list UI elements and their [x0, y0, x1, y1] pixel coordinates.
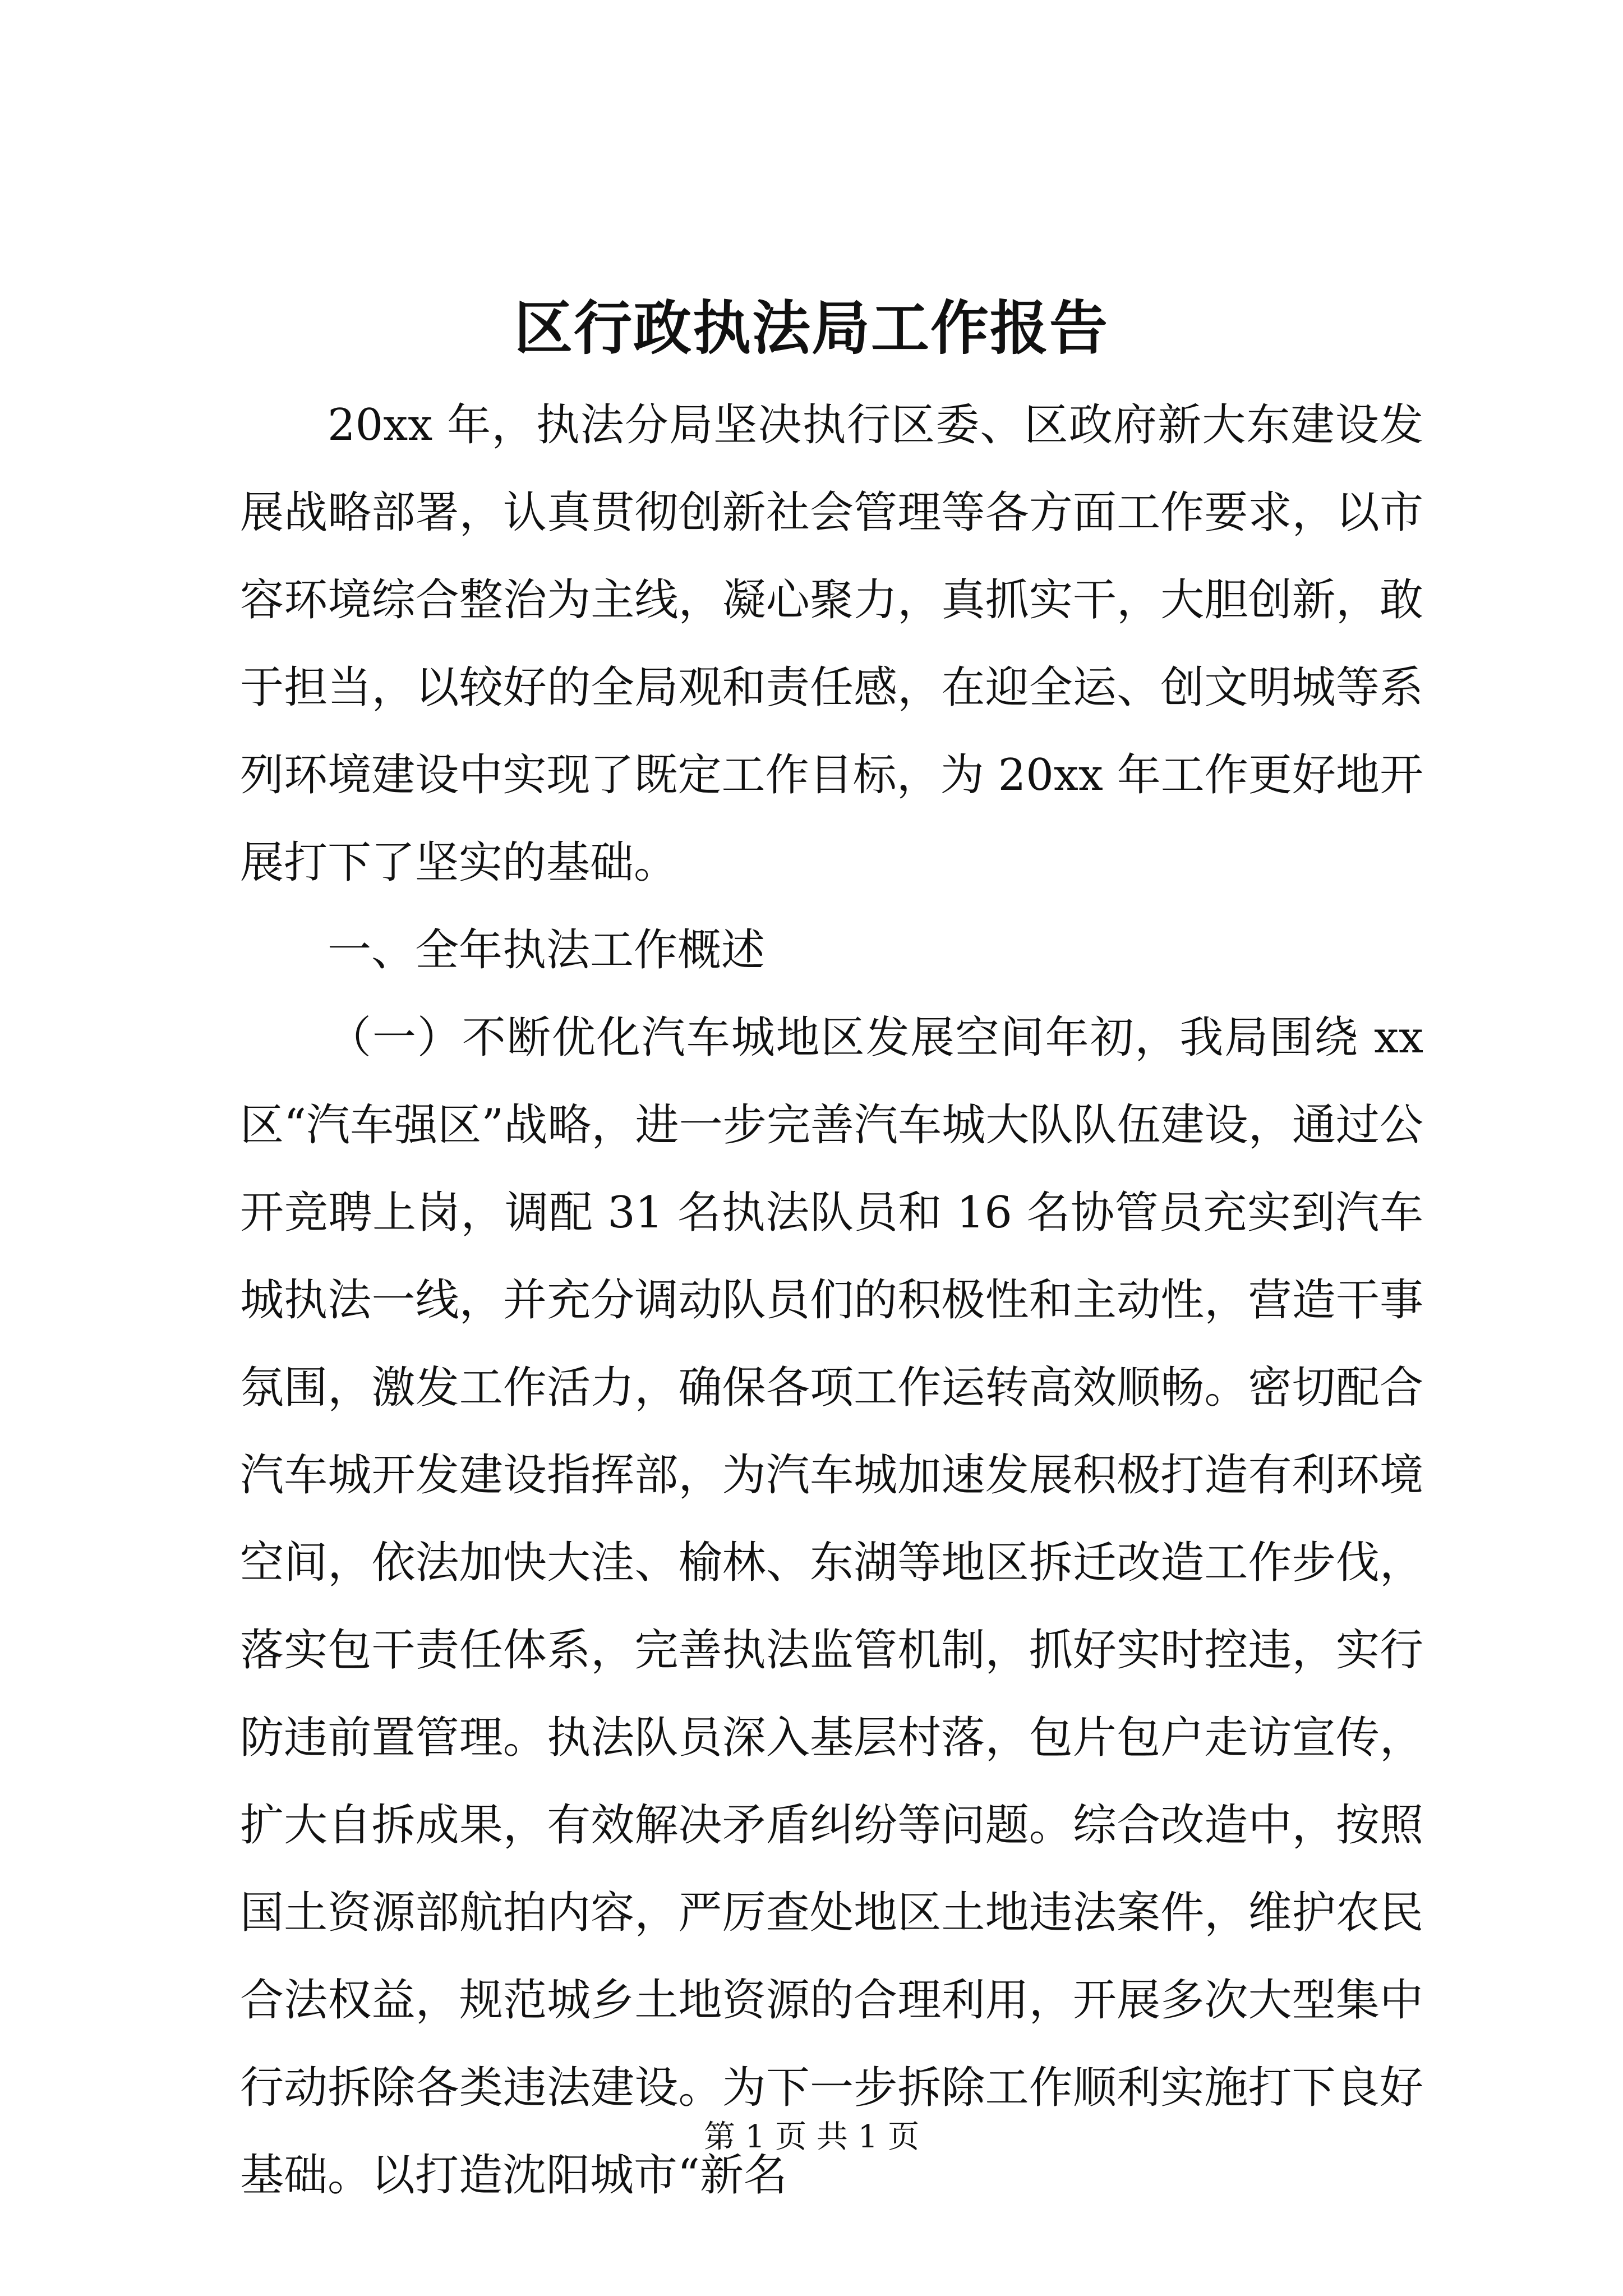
paragraph-section-1: （一）不断优化汽车城地区发展空间年初，我局围绕 xx 区“汽车强区”战略，进一步完善汽车城大队队伍建设，通过公开竞聘上岗，调配 31 名执法队员和 16 名协管员充实到汽车城执法一线，并充分调动队员们的积极性和主动性，营造干事氛围，激发工作活力，确保各项工作运转高效顺畅。密切配合汽车城开发建设指挥部，为汽车城加速发展积极打造有利环境空间，依法加快大洼、榆林、东湖等地区拆迁改造工作步伐，落实包干责任体系，完善执法监管机制，抓好实时控违，实行防违前置管理。执法队员深入基层村落，包片包户走访宣传，扩大自拆成果，有效解决矛盾纠纷等问题。综合改造中，按照国土资源部航拍内容，严厉查处地区土地违法案件，维护农民合法权益，规范城乡土地资源的合理利用，开展多次大型集中行动拆除各类违法建设。为下一步拆除工作顺利实施打下良好基础。以打造沈阳城市“新名: [240, 1013, 1423, 2201]
document-title: 区行政执法局工作报告: [514, 293, 1109, 362]
document-body: [240, 381, 1423, 2219]
page-footer: 第 1 页 共 1 页: [703, 2119, 920, 2155]
paragraph-intro: 20xx 年，执法分局坚决执行区委、区政府新大东建设发展战略部署，认真贯彻创新社会管理等各方面工作要求，以市容环境综合整治为主线，凝心聚力，真抓实干，大胆创新，敢于担当，以较好的全局观和责任感，在迎全运、创文明城等系列环境建设中实现了既定工作目标，为 20xx 年工作更好地开展打下了坚实的基础。: [240, 400, 1423, 888]
section-heading: 一、全年执法工作概述: [328, 925, 766, 976]
